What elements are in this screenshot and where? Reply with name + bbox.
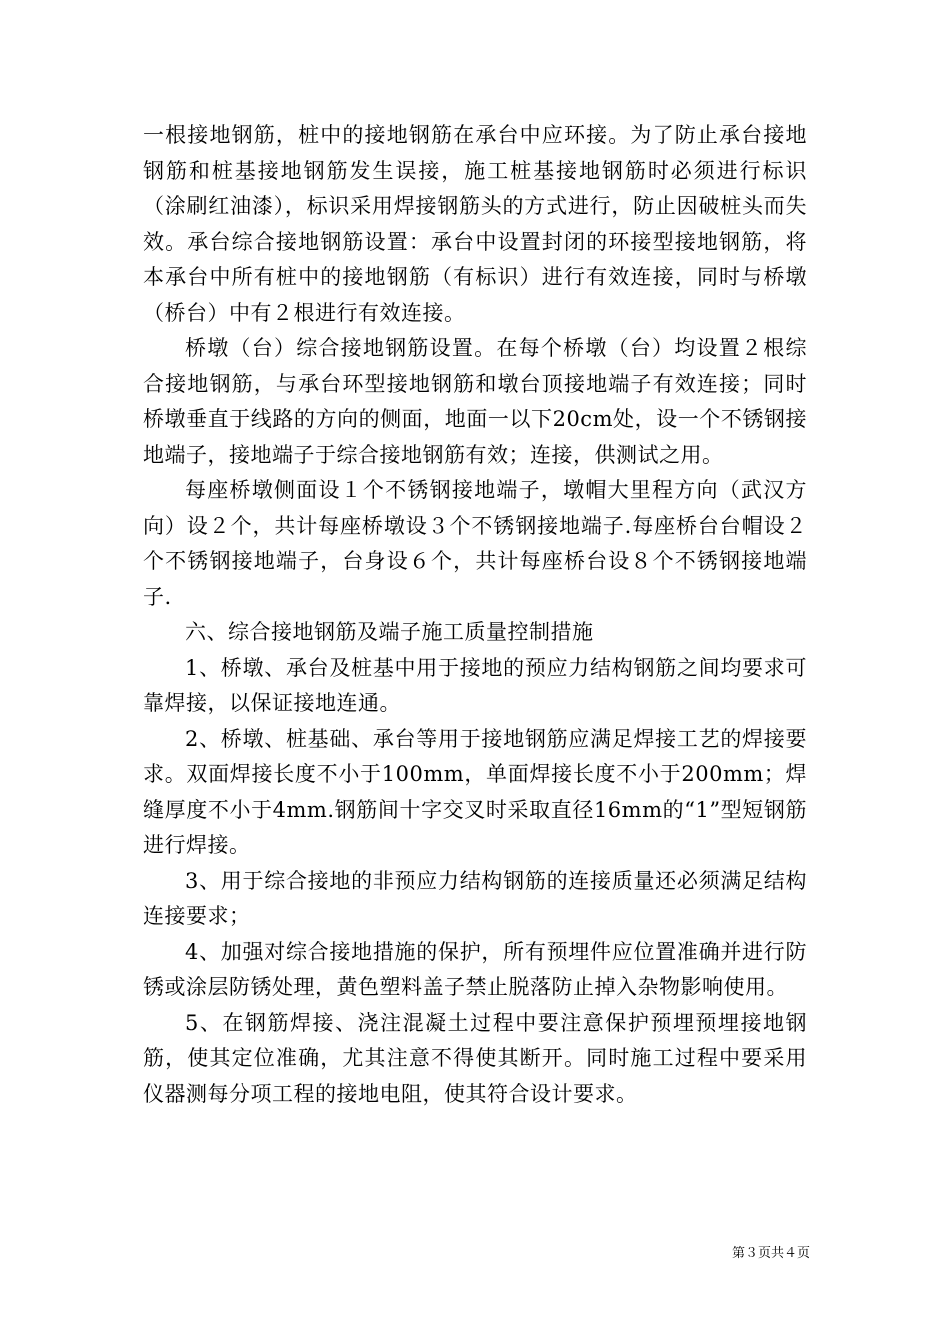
- paragraph-pier-grounding: 桥墩（台）综合接地钢筋设置。在每个桥墩（台）均设置２根综合接地钢筋，与承台环型接地钢筋和墩台顶接地端子有效连接；同时桥墩垂直于线路的方向的侧面，地面一以下20cm处，设一个不锈钢接地端子，接地端子于综合接地钢筋有效；连接，供测试之用。: [143, 336, 807, 467]
- list-item-4: 4、加强对综合接地措施的保护，所有预埋件应位置准确并进行防锈或涂层防锈处理，黄色塑料盖子禁止脱落防止掉入杂物影响使用。: [143, 939, 807, 999]
- list-item-3: 3、用于综合接地的非预应力结构钢筋的连接质量还必须满足结构连接要求；: [143, 868, 807, 928]
- document-body: [143, 118, 807, 1112]
- paragraph-terminal-count: 每座桥墩侧面设１个不锈钢接地端子，墩帽大里程方向（武汉方向）设２个，共计每座桥墩设３个不锈钢接地端子.每座桥台台帽设２个不锈钢接地端子，台身设６个，共计每座桥台设８个不锈钢接地端子.: [143, 478, 807, 609]
- page-number: 第３页共４页: [731, 1246, 810, 1261]
- section-heading-quality-control: 六、综合接地钢筋及端子施工质量控制措施: [185, 620, 594, 644]
- list-item-5: 5、在钢筋焊接、浇注混凝土过程中要注意保护预埋预埋接地钢筋，使其定位准确，尤其注意不得使其断开。同时施工过程中要采用仪器测每分项工程的接地电阻，使其符合设计要求。: [143, 1010, 807, 1106]
- paragraph-continuation: 一根接地钢筋，桩中的接地钢筋在承台中应环接。为了防止承台接地钢筋和桩基接地钢筋发生误接，施工桩基接地钢筋时必须进行标识（涂刷红油漆），标识采用焊接钢筋头的方式进行，防止因破桩头而失效。承台综合接地钢筋设置：承台中设置封闭的环接型接地钢筋，将本承台中所有桩中的接地钢筋（有标识）进行有效连接，同时与桥墩（桥台）中有２根进行有效连接。: [143, 123, 807, 325]
- list-item-2: 2、桥墩、桩基础、承台等用于接地钢筋应满足焊接工艺的焊接要求。双面焊接长度不小于100mm，单面焊接长度不小于200mm；焊缝厚度不小于4mm.钢筋间十字交叉时采取直径16mm的“1”型短钢筋进行焊接。: [143, 726, 807, 857]
- list-item-1: 1、桥墩、承台及桩基中用于接地的预应力结构钢筋之间均要求可靠焊接，以保证接地连通。: [143, 655, 807, 715]
